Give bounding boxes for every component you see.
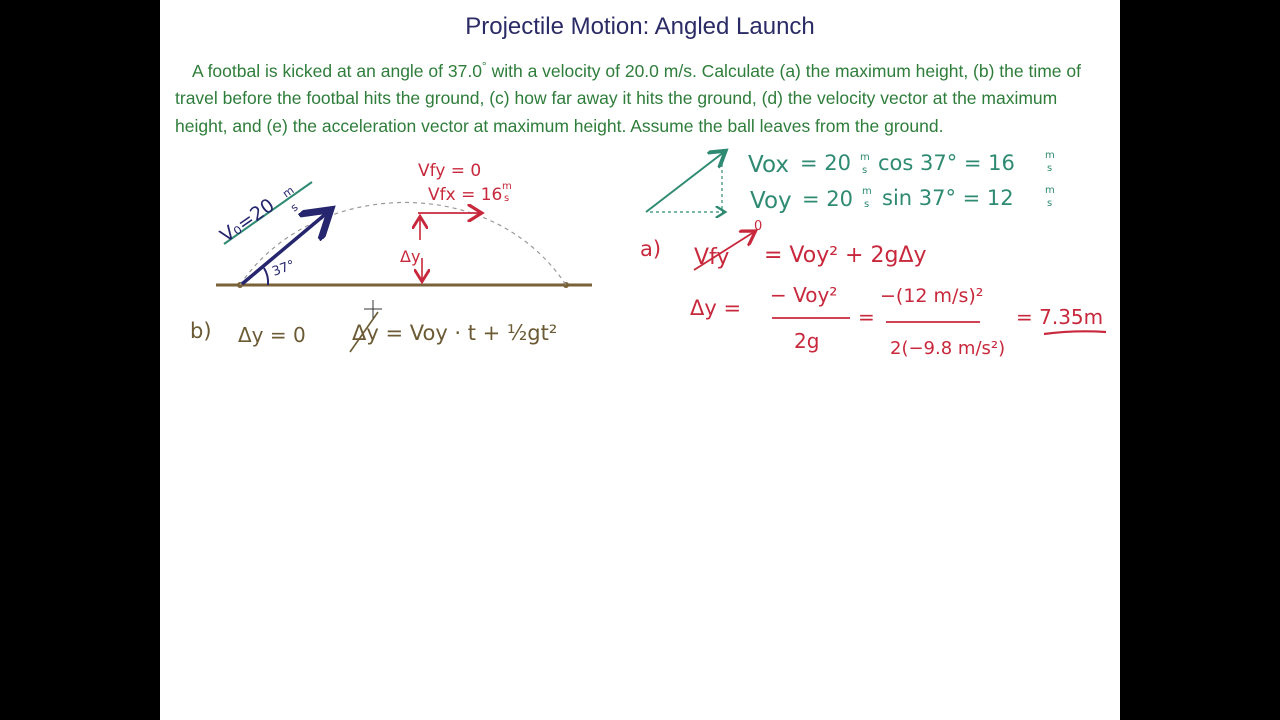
voy-result-unit-top: m: [1045, 185, 1055, 196]
vox-unit-bottom: s: [862, 165, 868, 176]
part-a-den1: 2g: [794, 329, 820, 353]
vfx-label: Vfx = 16: [428, 185, 503, 205]
vox-eq: = 20: [800, 151, 851, 175]
trajectory-sketch: [216, 161, 592, 288]
voy-eq: = 20: [802, 187, 853, 211]
vox-trig: cos 37° = 16: [878, 151, 1015, 175]
angle-arc: [264, 268, 268, 285]
vfy-zero: 0: [754, 219, 763, 234]
result-underline: [1044, 331, 1106, 334]
part-a-result: = 7.35m: [1016, 305, 1104, 329]
part-a-num1: − Voy²: [770, 283, 838, 307]
degree-symbol: °: [481, 59, 487, 73]
voy-trig: sin 37° = 12: [882, 186, 1014, 210]
part-a-den2: 2(−9.8 m/s²): [890, 338, 1006, 359]
slide: [160, 0, 1120, 720]
slide-title: Projectile Motion: Angled Launch: [465, 13, 815, 40]
vfx-unit-bottom: s: [504, 193, 510, 204]
component-vector-arrow: [646, 152, 724, 212]
voy-result-unit-bottom: s: [1047, 198, 1053, 209]
problem-text-part1: A footbal is kicked at an angle of 37.0: [192, 60, 482, 81]
vfy-label: Vfy = 0: [418, 161, 482, 181]
v0-unit-top: m: [280, 183, 297, 201]
cursor-crosshair-icon: [364, 300, 382, 318]
part-a-eq1-lhs: Vfy: [694, 245, 730, 270]
vox-result-unit-top: m: [1045, 150, 1055, 161]
v0-unit-bottom: s: [288, 200, 301, 215]
part-b-work: [190, 312, 557, 352]
vox-unit-top: m: [860, 152, 870, 163]
part-b-equation: Δy = Voy · t + ½gt²: [352, 321, 558, 345]
handwritten-annotations: [160, 0, 1120, 720]
vox-label: Vox: [748, 152, 789, 178]
dy-label: Δy: [400, 247, 421, 266]
voy-unit-bottom: s: [864, 199, 870, 210]
problem-text-part2: with a velocity of 20.0 m/s. Calculate (a) the maximum height, (b) the time of travel before the footbal hits the ground, (c) how far away it hits the ground, (d) the velocity vector at the maximum height, and (e) the acceleration vector at maximum height. Assume the ball leaves from the ground.: [175, 60, 1081, 136]
part-a-eq: =: [858, 305, 875, 329]
part-a-work: [640, 219, 1106, 359]
vox-result-unit-bottom: s: [1047, 163, 1053, 174]
part-a-dy: Δy =: [690, 296, 742, 320]
v0-label: V₀=20: [216, 194, 279, 248]
part-b-label: b): [190, 319, 212, 343]
part-a-num2: −(12 m/s)²: [880, 285, 984, 307]
part-a-eq1-rhs: = Voy² + 2gΔy: [764, 243, 927, 268]
vfx-unit-top: m: [502, 181, 512, 192]
velocity-components: [646, 150, 1055, 214]
voy-label: Voy: [750, 188, 792, 214]
part-a-label: a): [640, 237, 662, 261]
part-b-dy0: Δy = 0: [238, 323, 306, 347]
voy-unit-top: m: [862, 186, 872, 197]
angle-label: 37°: [270, 257, 298, 280]
